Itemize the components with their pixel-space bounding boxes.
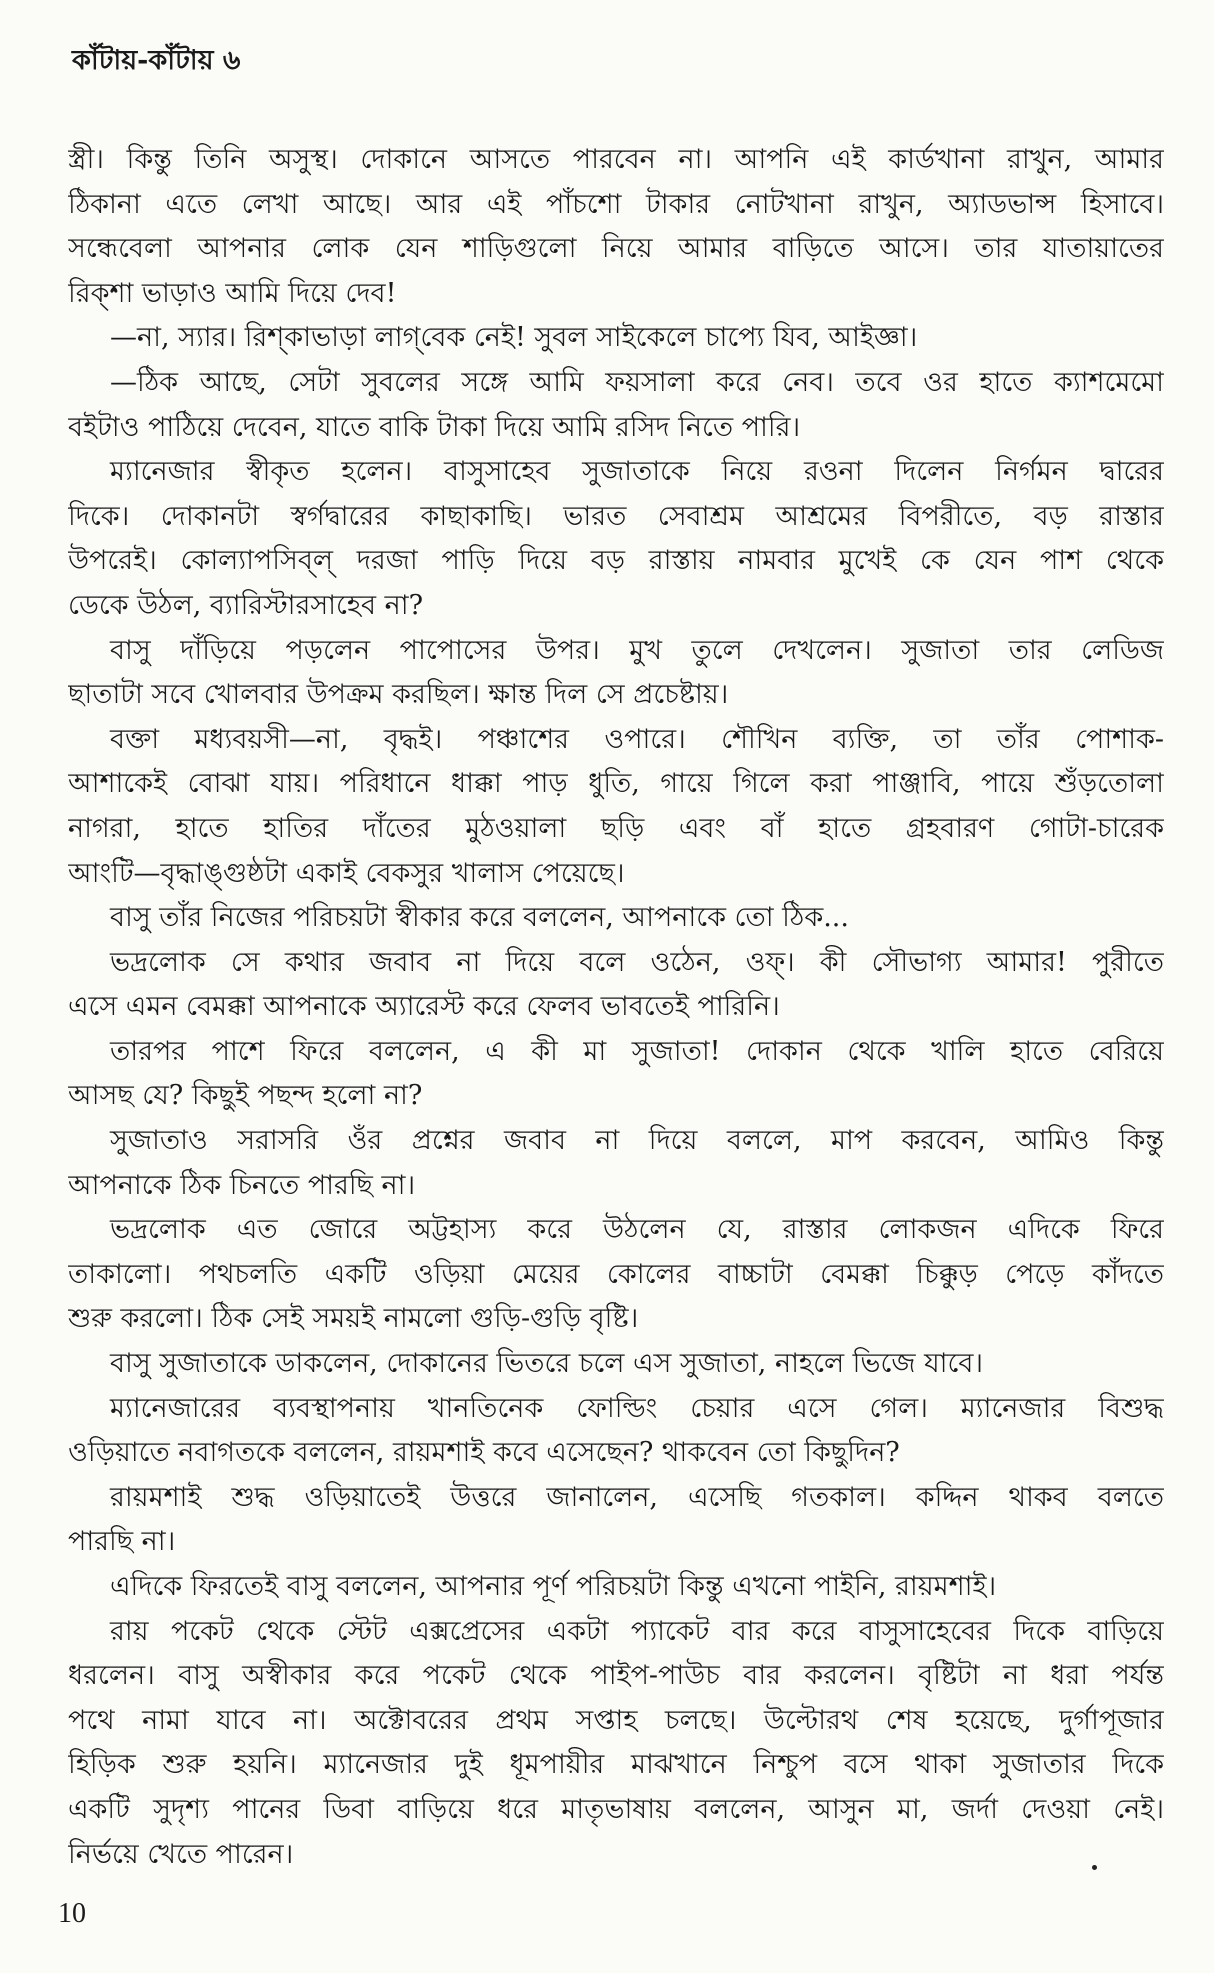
text-line: পারছি না। — [68, 1526, 176, 1558]
text-line: বাসু তাঁর নিজের পরিচয়টা স্বীকার করে বললেন, আপনাকে তো ঠিক... — [110, 902, 849, 934]
text-line: সন্ধেবেলা আপনার লোক যেন শাড়িগুলো নিয়ে আমার বাড়িতে আসে। তার যাতায়াতের — [68, 233, 1164, 265]
text-line: একটি সুদৃশ্য পানের ডিবা বাড়িয়ে ধরে মাতৃভাষায় বললেন, আসুন মা, জর্দা দেওয়া নেই। — [68, 1793, 1164, 1825]
paragraph — [68, 1476, 1164, 1565]
running-title: কাঁটায়-কাঁটায় ৬ — [72, 45, 241, 76]
text-line: ডেকে উঠল, ব্যারিস্টারসাহেব না? — [68, 589, 424, 621]
paragraph — [68, 450, 1164, 628]
paragraph — [68, 1610, 1164, 1878]
text-line: ঠিকানা এতে লেখা আছে। আর এই পাঁচশো টাকার নোটখানা রাখুন, অ্যাডভান্স হিসাবে। — [68, 188, 1164, 220]
text-line: পথে নামা যাবে না। অক্টোবরের প্রথম সপ্তাহ চলছে। উল্টোরথ শেষ হয়েছে, দুর্গাপূজার — [68, 1704, 1164, 1736]
text-line: —ঠিক আছে, সেটা সুবলের সঙ্গে আমি ফয়সালা করে নেব। তবে ওর হাতে ক্যাশমেমো — [110, 366, 1164, 398]
text-line: ওড়িয়াতে নবাগতকে বললেন, রায়মশাই কবে এসেছেন? থাকবেন তো কিছুদিন? — [68, 1437, 900, 1469]
text-line: রায়মশাই শুদ্ধ ওড়িয়াতেই উত্তরে জানালেন, এসেছি গতকাল। কদ্দিন থাকব বলতে — [110, 1481, 1164, 1513]
paragraph — [68, 361, 1164, 450]
text-line: তাকালো। পথচলতি একটি ওড়িয়া মেয়ের কোলের বাচ্চাটা বেমক্কা চিক্কুড় পেড়ে কাঁদতে — [68, 1258, 1164, 1290]
text-line: ভদ্রলোক সে কথার জবাব না দিয়ে বলে ওঠেন, ওফ্‌। কী সৌভাগ্য আমার! পুরীতে — [110, 946, 1164, 978]
text-line: উপরেই। কোল্যাপসিব্‌ল্‌ দরজা পাড়ি দিয়ে বড় রাস্তায় নামবার মুখেই কে যেন পাশ থেকে — [68, 545, 1164, 577]
text-line: ছাতাটা সবে খোলবার উপক্রম করছিল। ক্ষান্ত দিল সে প্রচেষ্টায়। — [68, 679, 729, 711]
body-text — [68, 138, 1164, 1877]
text-line: স্ত্রী। কিন্তু তিনি অসুস্থ। দোকানে আসতে পারবেন না। আপনি এই কার্ডখানা রাখুন, আমার — [68, 144, 1164, 175]
paragraph — [68, 1030, 1164, 1119]
paragraph — [68, 629, 1164, 718]
paragraph — [68, 1208, 1164, 1342]
paragraph — [68, 941, 1164, 1030]
paragraph — [68, 896, 1164, 941]
text-line: রায় পকেট থেকে স্টেট এক্সপ্রেসের একটা প্যাকেট বার করে বাসুসাহেবের দিকে বাড়িয়ে — [110, 1615, 1164, 1647]
text-line: সুজাতাও সরাসরি ওঁর প্রশ্নের জবাব না দিয়ে বললে, মাপ করবেন, আমিও কিন্তু — [110, 1125, 1164, 1157]
paragraph — [68, 316, 1164, 361]
text-line: আংটি—বৃদ্ধাঙ্গুষ্ঠটা একাই বেকসুর খালাস পেয়েছে। — [68, 857, 625, 889]
text-line: এদিকে ফিরতেই বাসু বললেন, আপনার পূর্ণ পরিচয়টা কিন্তু এখনো পাইনি, রায়মশাই। — [110, 1571, 997, 1602]
text-line: এসে এমন বেমক্কা আপনাকে অ্যারেস্ট করে ফেলব ভাবতেই পারিনি। — [68, 991, 780, 1023]
text-line: তারপর পাশে ফিরে বললেন, এ কী মা সুজাতা! দোকান থেকে খালি হাতে বেরিয়ে — [110, 1035, 1164, 1067]
text-line: নির্ভয়ে খেতে পারেন। — [68, 1838, 294, 1870]
text-line: বাসু দাঁড়িয়ে পড়লেন পাপোসের উপর। মুখ তুলে দেখলেন। সুজাতা তার লেডিজ — [110, 634, 1164, 666]
text-line: আপনাকে ঠিক চিনতে পারছি না। — [68, 1169, 416, 1201]
paragraph — [68, 1387, 1164, 1476]
text-line: রিক্‌শা ভাড়াও আমি দিয়ে দেব! — [68, 277, 397, 309]
text-line: আশাকেই বোঝা যায়। পরিধানে ধাক্কা পাড় ধুতি, গায়ে গিলে করা পাঞ্জাবি, পায়ে শুঁড়তোলা — [68, 768, 1164, 800]
text-line: বইটাও পাঠিয়ে দেবেন, যাতে বাকি টাকা দিয়ে আমি রসিদ নিতে পারি। — [68, 411, 801, 443]
text-line: দিকে। দোকানটা স্বর্গদ্বারের কাছাকাছি। ভারত সেবাশ্রম আশ্রমের বিপরীতে, বড় রাস্তার — [68, 500, 1164, 532]
text-line: ভদ্রলোক এত জোরে অট্টহাস্য করে উঠলেন যে, রাস্তার লোকজন এদিকে ফিরে — [110, 1214, 1164, 1246]
page-number: 10 — [58, 1898, 86, 1929]
text-line: ম্যানেজারের ব্যবস্থাপনায় খানতিনেক ফোল্ডিং চেয়ার এসে গেল। ম্যানেজার বিশুদ্ধ — [110, 1392, 1164, 1424]
text-line: শুরু করলো। ঠিক সেই সময়ই নামলো গুড়ি-গুড়ি বৃষ্টি। — [68, 1303, 639, 1335]
paragraph — [68, 138, 1164, 316]
paragraph — [68, 718, 1164, 896]
paragraph — [68, 1119, 1164, 1208]
text-line: ম্যানেজার স্বীকৃত হলেন। বাসুসাহেব সুজাতাকে নিয়ে রওনা দিলেন নির্গমন দ্বারের — [110, 456, 1164, 488]
text-line: বক্তা মধ্যবয়সী—না, বৃদ্ধই। পঞ্চাশের ওপারে। শৌখিন ব্যক্তি, তা তাঁর পোশাক- — [110, 723, 1164, 755]
ink-speck — [1092, 1865, 1097, 1870]
text-line: আসছ যে? কিছুই পছন্দ হলো না? — [68, 1080, 423, 1112]
paragraph — [68, 1342, 1164, 1387]
paragraph — [68, 1565, 1164, 1610]
text-line: —না, স্যার। রিশ্‌কাভাড়া লাগ্‌বেক নেই! সুবল সাইকেলে চাপ্যে যিব, আইজ্ঞা। — [110, 322, 918, 354]
text-line: বাসু সুজাতাকে ডাকলেন, দোকানের ভিতরে চলে এস সুজাতা, নাহলে ভিজে যাবে। — [110, 1348, 983, 1380]
text-line: ধরলেন। বাসু অস্বীকার করে পকেট থেকে পাইপ-পাউচ বার করলেন। বৃষ্টিটা না ধরা পর্যন্ত — [68, 1660, 1164, 1692]
text-line: নাগরা, হাতে হাতির দাঁতের মুঠওয়ালা ছড়ি এবং বাঁ হাতে গ্রহবারণ গোটা-চারেক — [68, 812, 1164, 844]
text-line: হিড়িক শুরু হয়নি। ম্যানেজার দুই ধূমপায়ীর মাঝখানে নিশ্চুপ বসে থাকা সুজাতার দিকে — [68, 1749, 1164, 1781]
